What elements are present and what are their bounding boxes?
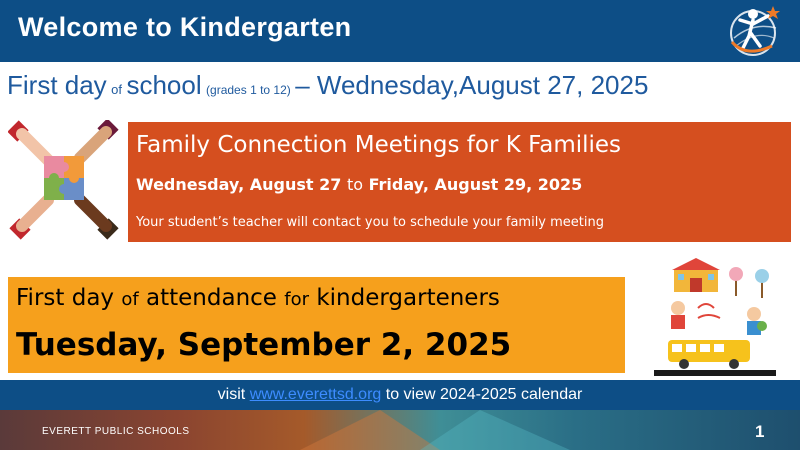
attendance-date: Tuesday, September 2, 2025 (16, 327, 512, 363)
attend-attendance: attendance (146, 285, 277, 311)
family-meetings-dates (136, 175, 582, 194)
footer-decoration (300, 410, 440, 450)
page-title: Welcome to Kindergarten (18, 12, 352, 42)
puzzle-hands-icon (8, 120, 122, 242)
slide-number: 1 (755, 422, 765, 441)
of-text: of (111, 82, 122, 97)
calendar-visit-bar (0, 380, 800, 410)
district-website-link[interactable]: www.everettsd.org (249, 386, 382, 403)
first-day-text: First day (7, 70, 107, 100)
attend-kindergarteners: kindergarteners (316, 285, 500, 311)
attendance-box (8, 277, 625, 373)
grades-text: (grades 1 to 12) (206, 83, 291, 97)
family-date-end: Friday, August 29, 2025 (368, 175, 583, 194)
attend-first-day: First day (16, 285, 115, 311)
header-bar (0, 0, 800, 62)
attendance-heading (16, 285, 500, 311)
family-date-to: to (346, 175, 364, 194)
school-text: school (126, 70, 202, 100)
family-meetings-note: Your student’s teacher will contact you to schedule your family meeting (136, 215, 604, 230)
first-day-kids-illustration (650, 256, 778, 377)
attend-of: of (121, 289, 139, 310)
first-day-date: – Wednesday,August 27, 2025 (295, 70, 649, 100)
footer-district-name: EVERETT PUBLIC SCHOOLS (42, 426, 190, 437)
first-day-school-line (7, 70, 648, 101)
visit-prefix: visit (217, 386, 246, 403)
family-meetings-title: Family Connection Meetings for K Families (136, 132, 622, 158)
family-date-start: Wednesday, August 27 (136, 175, 342, 194)
everett-logo-icon (726, 2, 782, 60)
attend-for: for (284, 289, 310, 310)
family-meetings-box (128, 122, 791, 242)
footer-decoration (420, 410, 570, 450)
visit-suffix: to view 2024-2025 calendar (385, 386, 583, 403)
